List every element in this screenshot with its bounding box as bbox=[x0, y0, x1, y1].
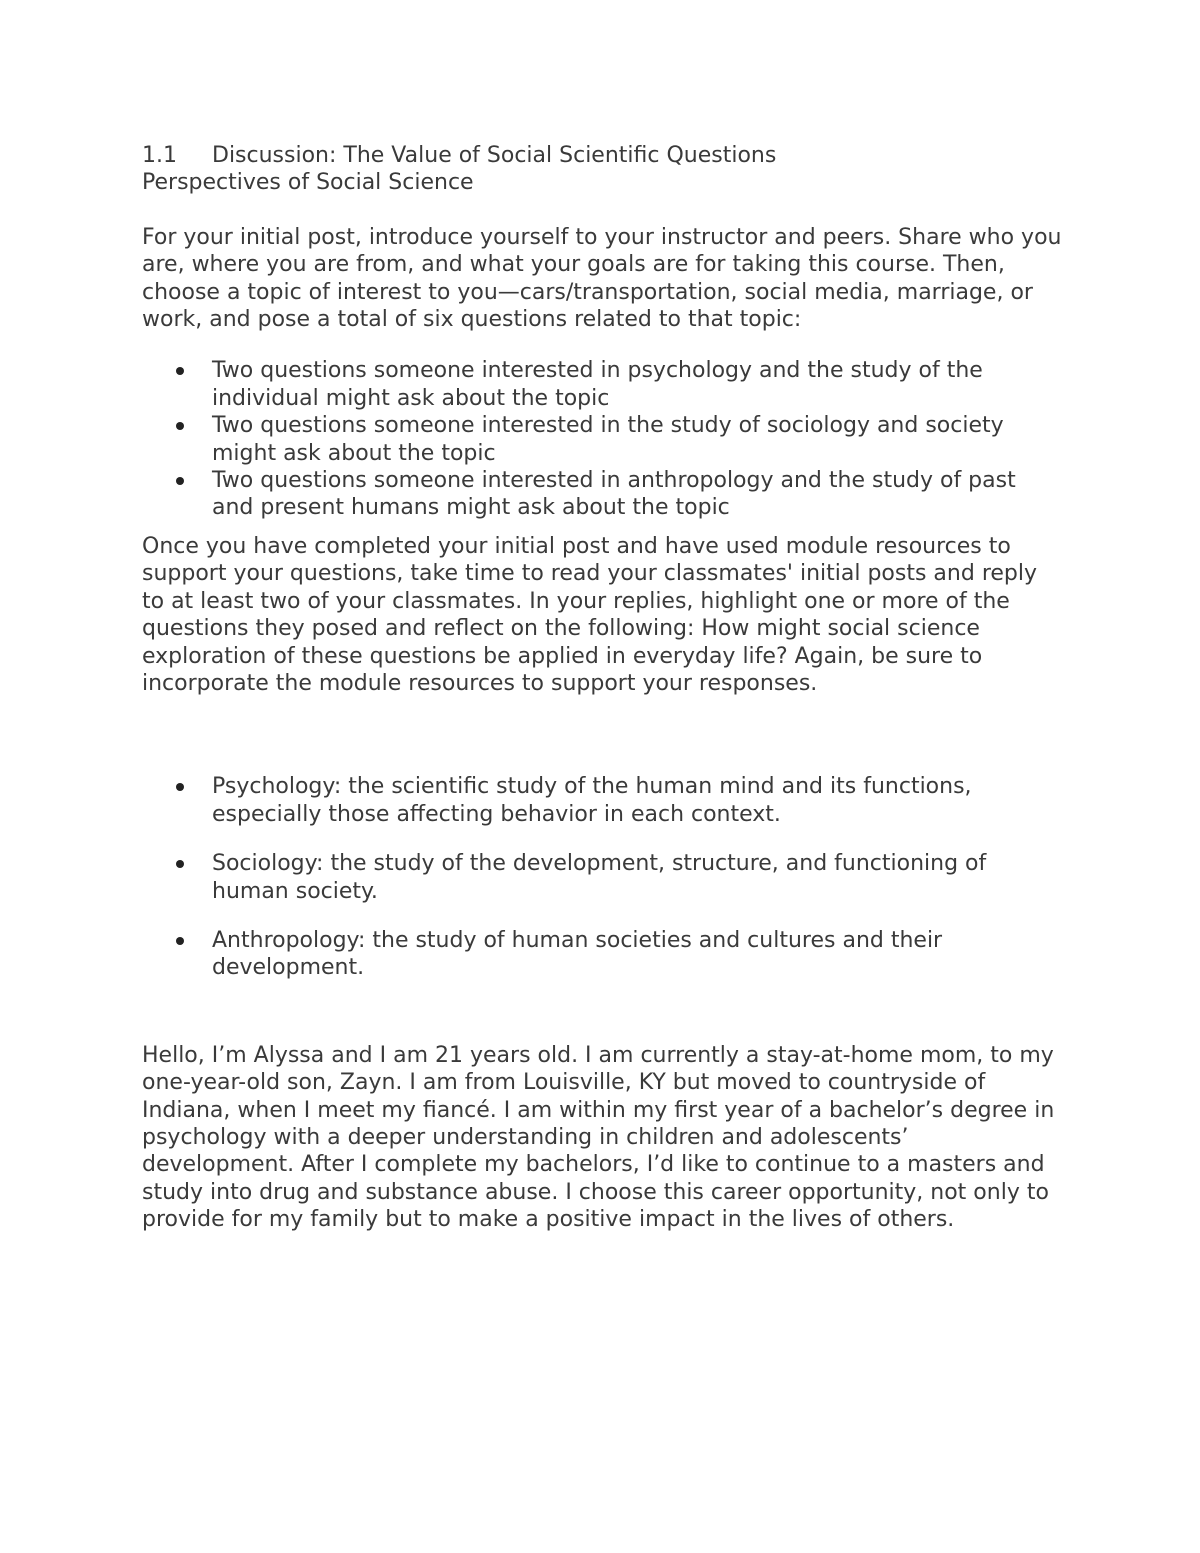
definition-item-anthropology: Anthropology: the study of human societies and cultures and their development. bbox=[142, 927, 1062, 982]
section-heading bbox=[142, 142, 1062, 169]
intro-paragraph: For your initial post, introduce yourself to your instructor and peers. Share who you are, where you are from, and what your goals are for taking this course. Then, choose a topic of interest to you—cars/transportation, social media, marriage, or work, and pose a total of six questions related to that topic: bbox=[142, 224, 1062, 333]
question-item-sociology: Two questions someone interested in the study of sociology and society might ask about the topic bbox=[142, 412, 1062, 467]
question-item-psychology: Two questions someone interested in psychology and the study of the individual might ask about the topic bbox=[142, 357, 1062, 412]
question-item-anthropology: Two questions someone interested in anthropology and the study of past and present humans might ask about the topic bbox=[142, 467, 1062, 522]
question-list bbox=[142, 357, 1062, 521]
definition-list bbox=[142, 773, 1062, 981]
section-title: Discussion: The Value of Social Scientific Questions bbox=[212, 143, 777, 168]
document-content bbox=[142, 142, 1062, 1234]
section-number: 1.1 bbox=[142, 143, 177, 168]
reply-instructions-paragraph: Once you have completed your initial post and have used module resources to support your questions, take time to read your classmates' initial posts and reply to at least two of your classmates. In your replies, highlight one or more of the questions they posed and reflect on the following: How might social science exploration of these questions be applied in everyday life? Again, be sure to incorporate the module resources to support your responses. bbox=[142, 533, 1038, 696]
definition-item-sociology: Sociology: the study of the development, structure, and functioning of human society. bbox=[142, 850, 1062, 905]
document-subtitle: Perspectives of Social Science bbox=[142, 170, 474, 196]
introduction-post: Hello, I’m Alyssa and I am 21 years old. I am currently a stay-at-home mom, to my one-year-old son, Zayn. I am from Louisville, KY but moved to countryside of Indiana, when I meet my fiancé. I am within my first year of a bachelor’s degree in psychology with a deeper understanding in children and adolescents’ development. After I complete my bachelors, I’d like to continue to a masters and study into drug and substance abuse. I choose this career opportunity, not only to provide for my family but to make a positive impact in the lives of others. bbox=[142, 1042, 1055, 1233]
definition-item-psychology: Psychology: the scientific study of the human mind and its functions, especially those affecting behavior in each context. bbox=[142, 773, 1062, 828]
